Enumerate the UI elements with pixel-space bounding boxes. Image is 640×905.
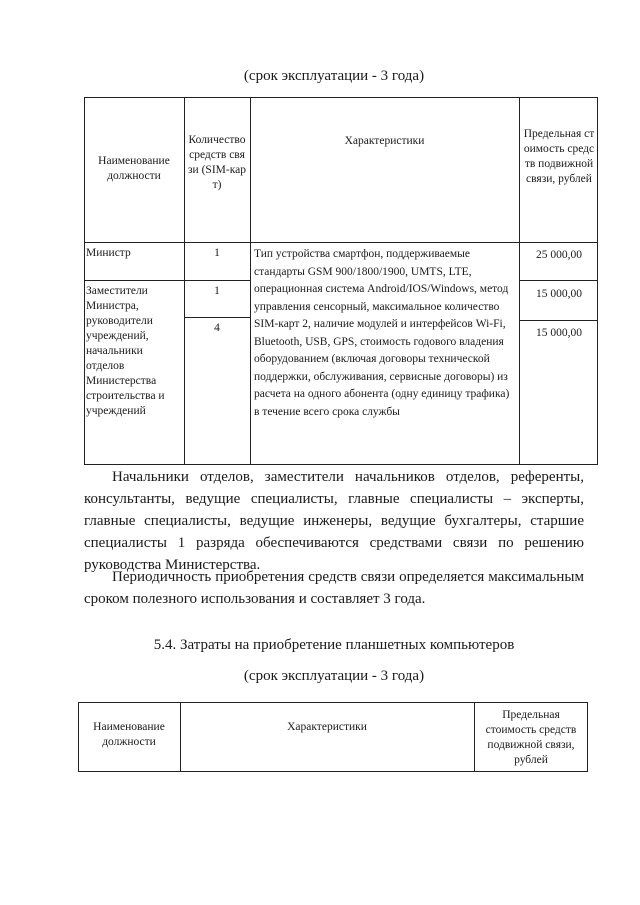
row3-quantity: 4 (214, 322, 220, 334)
t2-header-characteristics: Характеристики (287, 721, 367, 733)
header-characteristics: Характеристики (344, 135, 425, 147)
header-price: Предельная стоимость средств подвижной связи, рублей (523, 128, 595, 185)
row1-quantity: 1 (214, 247, 220, 259)
row3-price: 15 000,00 (536, 327, 582, 339)
row2-quantity: 1 (214, 285, 220, 297)
row2-position: Заместители Министра, руководители учреждений, начальники отделов Министерства строительства и учреждений (86, 285, 165, 417)
row1-price: 25 000,00 (536, 249, 582, 261)
section2-heading: 5.4. Затраты на приобретение планшетных компьютеров (153, 637, 515, 653)
row1-position: Министр (86, 247, 131, 259)
header-quantity: Количество средств связи (SIM-карт) (188, 134, 246, 191)
header-position: Наименование должности (98, 155, 170, 182)
section2-subtitle: (срок эксплуатации - 3 года) (243, 668, 425, 684)
row2-price: 15 000,00 (536, 288, 582, 300)
paragraph-staff: Начальники отделов, заместители начальников отделов, референты, консультанты, ведущие специалисты, главные специалисты – эксперты, главные специалисты, ведущие инженеры, ведущие бухгалтеры, старшие специалисты 1 разряда обеспечиваются средствами связи по решению руководства Министерства. (84, 469, 584, 573)
characteristics-text: Тип устройства смартфон, поддерживаемые стандарты GSM 900/1800/1900, UMTS, LTE, операционная система Android/IOS/Windows, метод управления сенсорный, максимальное количество SIM-карт 2, наличие модулей и интерфейсов Wi-Fi, Bluetooth, USB, GPS, стоимость годового владения оборудованием (включая договоры технической поддержки, обслуживания, сервисные договоры) из расчета на одного абонента (одну единицу трафика) в течение всего срока службы (254, 248, 510, 418)
paragraph-periodicity: Периодичность приобретения средств связи определяется максимальным сроком полезного использования и составляет 3 года. (84, 569, 584, 607)
t2-header-price: Предельная стоимость средств подвижной связи, рублей (485, 709, 577, 766)
section1-subtitle: (срок эксплуатации - 3 года) (243, 68, 425, 84)
t2-header-position: Наименование должности (93, 721, 165, 748)
